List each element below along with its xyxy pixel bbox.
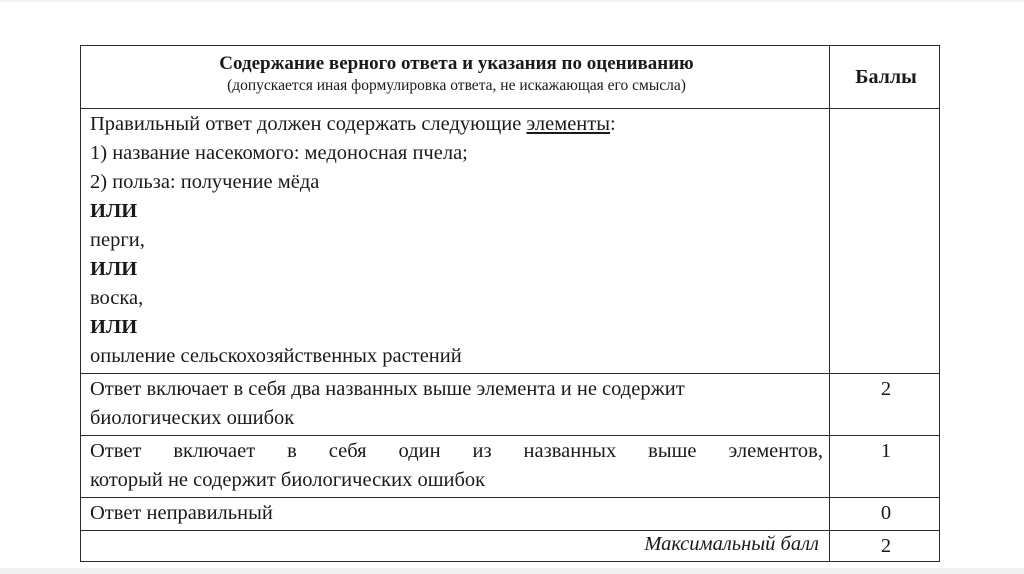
answer-item-2: 2) польза: получение мёда xyxy=(90,171,320,193)
criterion-row xyxy=(81,436,940,498)
criterion-row xyxy=(81,498,940,531)
answer-or-1: ИЛИ xyxy=(90,200,138,222)
answer-content-cell xyxy=(81,109,830,374)
header-subtitle: (допускается иная формулировка ответа, не искажающая его смысла) xyxy=(227,77,686,94)
criterion-line-2: биологических ошибок xyxy=(90,407,295,429)
answer-item-1: 1) название насекомого: медоносная пчела; xyxy=(90,142,468,164)
criterion-line-2: который не содержит биологических ошибок xyxy=(90,469,486,491)
criterion-text-cell xyxy=(81,374,830,436)
answer-intro xyxy=(90,110,823,139)
criterion-points: 0 xyxy=(830,498,940,531)
answer-intro-underlined: элементы xyxy=(526,113,611,135)
header-points-cell: Баллы xyxy=(830,46,940,109)
answer-alt-2: воска, xyxy=(90,287,144,309)
header-row xyxy=(81,46,940,109)
criterion-points: 1 xyxy=(830,436,940,498)
header-title: Содержание верного ответа и указания по оцениванию xyxy=(219,53,694,74)
answer-intro-colon: : xyxy=(610,113,616,135)
answer-alt-3: опыление сельскохозяйственных растений xyxy=(90,345,462,367)
answer-alt-1: перги, xyxy=(90,229,145,251)
criterion-line-1: Ответ неправильный xyxy=(90,502,273,524)
grading-table xyxy=(80,45,940,562)
header-content-cell xyxy=(81,46,830,109)
answer-or-3: ИЛИ xyxy=(90,316,138,338)
answer-points-cell xyxy=(830,109,940,374)
answer-or-2: ИЛИ xyxy=(90,258,138,280)
criterion-line-1: Ответ включает в себя два названных выше элемента и не содержит xyxy=(90,378,685,400)
criterion-text-cell xyxy=(81,436,830,498)
max-score-label: Максимальный балл xyxy=(81,531,830,562)
criterion-line-1: Ответ включает в себя один из названных выше элементов, xyxy=(90,440,823,462)
max-score-points: 2 xyxy=(830,531,940,562)
criterion-points: 2 xyxy=(830,374,940,436)
max-score-row xyxy=(81,531,940,562)
answer-intro-text: Правильный ответ должен содержать следующие xyxy=(90,113,527,135)
criterion-row xyxy=(81,374,940,436)
criterion-text-cell xyxy=(81,498,830,531)
answer-row xyxy=(81,109,940,374)
